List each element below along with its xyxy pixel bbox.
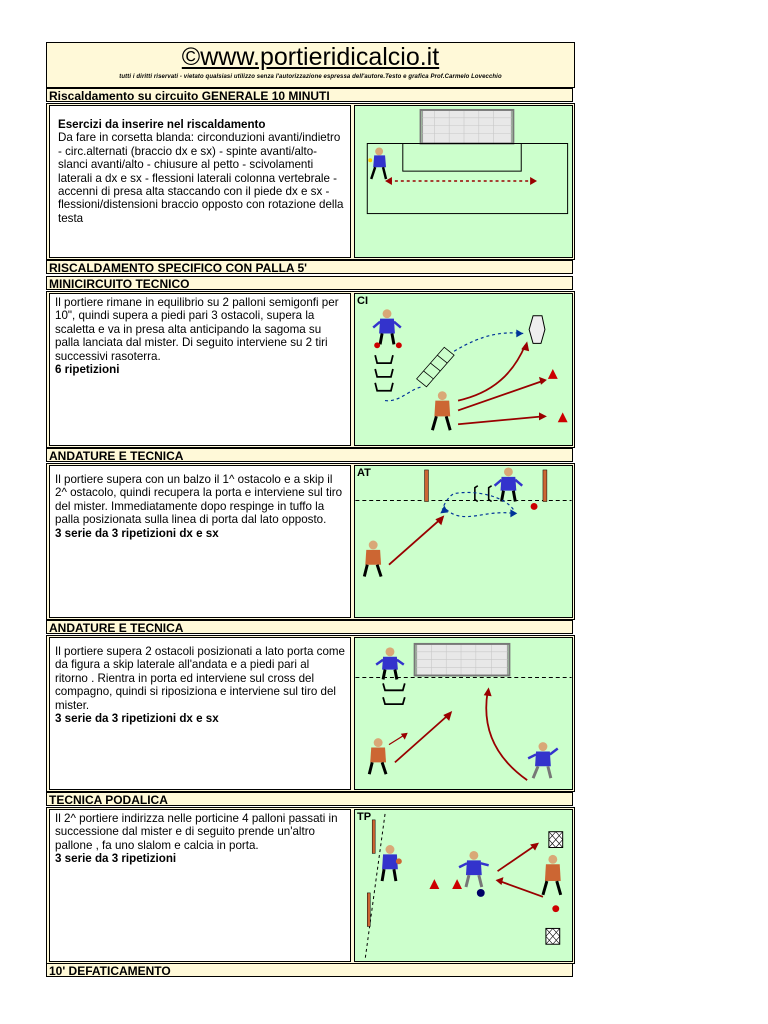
short-arrow — [389, 735, 405, 745]
cone-icon — [429, 879, 439, 889]
goalkeeper-figure — [368, 147, 386, 179]
goalkeeper-figure — [373, 309, 401, 344]
exercise-row-podalica — [46, 807, 575, 964]
coach-figure — [369, 738, 386, 774]
section-heading-andature-1: ANDATURE E TECNICA — [46, 448, 573, 462]
throw-arrow — [458, 345, 525, 400]
goal-post-bottom — [367, 893, 370, 927]
exercise-row-andature-1 — [46, 463, 575, 620]
exercise-description — [49, 105, 351, 258]
ball-icon — [552, 905, 559, 912]
ball-icon — [396, 342, 402, 348]
run-arrowhead — [516, 330, 523, 338]
exercise-description — [49, 809, 351, 962]
podalica-diagram-svg — [355, 810, 572, 961]
small-goal-bottom — [546, 928, 560, 944]
cross-arrow — [486, 691, 527, 780]
minicircuit-diagram-svg — [355, 294, 572, 445]
exercise-reps: 3 serie da 3 ripetizioni dx e sx — [55, 712, 219, 726]
target-silhouette — [529, 316, 545, 344]
coach-figure — [432, 391, 450, 430]
section-heading-andature-2: ANDATURE E TECNICA — [46, 620, 573, 634]
arrowhead — [496, 877, 504, 885]
exercise-body: Il 2^ portiere indirizza nelle porticine 4 palloni passati in successione dal mister e di seguito prende un'altro pallone , fa uno slalom e calcia in porta. — [55, 812, 338, 852]
exercise-description — [49, 293, 351, 446]
coach-figure — [543, 855, 561, 895]
exercise-row-warmup — [46, 103, 575, 260]
exercise-body: Da fare in corsetta blanda: circonduzioni avanti/indietro - circ.alternati (braccio dx e sx) - spinte avanti/alto-slanci avanti/alto - chiusure al petto - scivolamenti laterali a dx e sx - flessioni laterali colonna vertebrale - accenni di presa alta staccando con il piede dx e sx - flessioni/distensioni braccio opposto con rotazione della testa — [58, 131, 344, 225]
arrowhead — [443, 711, 452, 721]
run-path — [385, 333, 523, 401]
goal-net — [423, 110, 512, 144]
ball-icon — [531, 503, 538, 510]
goal-post-left — [425, 470, 429, 502]
arrowhead — [539, 412, 547, 420]
exercise-reps: 3 serie da 3 ripetizioni dx e sx — [55, 526, 219, 540]
shot-arrow — [395, 715, 448, 762]
exercise-code: CI — [357, 295, 368, 307]
goal-post-top — [372, 820, 375, 854]
exercise-description — [49, 465, 351, 618]
exercise-body: Il portiere rimane in equilibrio su 2 palloni semigonfi per 10", quindi supera a piedi pari 3 ostacoli, supera la scaletta e va in presa alta anticipando la sagoma su palla lanciata dal mister. Di seguito interviene su 2 tiri successivi rasoterra. — [55, 296, 339, 363]
ladder — [417, 347, 455, 386]
hurdles — [475, 486, 492, 502]
exercise-body: Il portiere supera 2 ostacoli posizionati a lato porta come da figura a skip laterale all'andata e a piedi pari al ritorno . Rientra in porta ed interviene sul cross del compagno, quindi si riposiziona e interviene sul tiro del mister. — [55, 645, 346, 712]
exercise-row-andature-2 — [46, 635, 575, 792]
exercise-diagram — [354, 809, 573, 962]
arrowhead — [435, 515, 444, 525]
title-banner — [46, 42, 575, 88]
coach-figure — [364, 541, 381, 577]
exercise-code: TP — [357, 811, 372, 823]
cone-icon — [452, 879, 462, 889]
shot-arrow — [389, 519, 440, 564]
shot-arrow — [458, 416, 543, 424]
pass-arrow — [498, 846, 536, 872]
rights-notice: tutti i diritti riservati - vietato qualsiasi utilizzo senza l'autorizzazione espressa dell'autore.Testo e grafica Prof.Carmelo Lovecchio — [119, 74, 502, 80]
goal-area — [403, 144, 521, 172]
section-heading-warmup: Riscaldamento su circuito GENERALE 10 MINUTI — [46, 88, 573, 102]
exercise-diagram — [354, 637, 573, 790]
goal-post-right — [543, 470, 547, 502]
cone-icon — [548, 369, 558, 379]
cone-icon — [558, 412, 568, 422]
exercise-subtitle: Esercizi da inserire nel riscaldamento — [58, 118, 266, 131]
teammate-figure — [528, 742, 558, 778]
exercise-code: AT — [357, 467, 371, 479]
small-goal-top — [549, 832, 563, 848]
run-path-return — [446, 509, 513, 516]
exercise-diagram — [354, 105, 573, 258]
exercise-diagram — [354, 293, 573, 446]
site-title: ©www.portieridicalcio.it — [181, 43, 440, 71]
goalkeeper-figure — [495, 467, 523, 501]
arrowhead — [530, 843, 539, 851]
exercise-description — [49, 637, 351, 790]
goalkeeper-figure — [382, 845, 402, 881]
exercise-body: Il portiere supera con un balzo il 1^ ostacolo e a skip il 2^ ostacolo, quindi recupera la porta e interviene sul tiro del mister. Immediatamente dopo respinge in tuffo la palla posizionata sulla linea di porta dal lato opposto. — [55, 473, 343, 527]
arrowhead — [484, 687, 492, 696]
arrowhead — [539, 377, 547, 385]
exercise-reps: 3 serie da 3 ripetizioni — [55, 852, 177, 866]
hurdles — [375, 355, 393, 391]
ball-icon — [374, 342, 380, 348]
section-heading-minicircuit: MINICIRCUITO TECNICO — [46, 276, 573, 290]
section-heading-specific: RISCALDAMENTO SPECIFICO CON PALLA 5' — [46, 260, 573, 274]
ball-icon — [477, 889, 485, 897]
hurdles — [383, 683, 405, 704]
warmup-diagram-svg — [355, 106, 572, 257]
pass-arrow — [500, 881, 543, 897]
penalty-area — [367, 144, 567, 214]
run-arrowheads — [440, 505, 517, 517]
andature-2-diagram-svg — [355, 638, 572, 789]
exercise-row-minicircuit — [46, 291, 575, 448]
section-heading-podalica: TECNICA PODALICA — [46, 792, 573, 806]
andature-1-diagram-svg — [355, 466, 572, 617]
shot-arrow — [458, 381, 543, 411]
exercise-diagram — [354, 465, 573, 618]
section-heading-cooldown: 10' DEFATICAMENTO — [46, 963, 573, 977]
second-goalkeeper-figure — [459, 851, 489, 887]
exercise-reps: 6 ripetizioni — [55, 363, 120, 377]
goalkeeper-figure — [376, 647, 404, 679]
